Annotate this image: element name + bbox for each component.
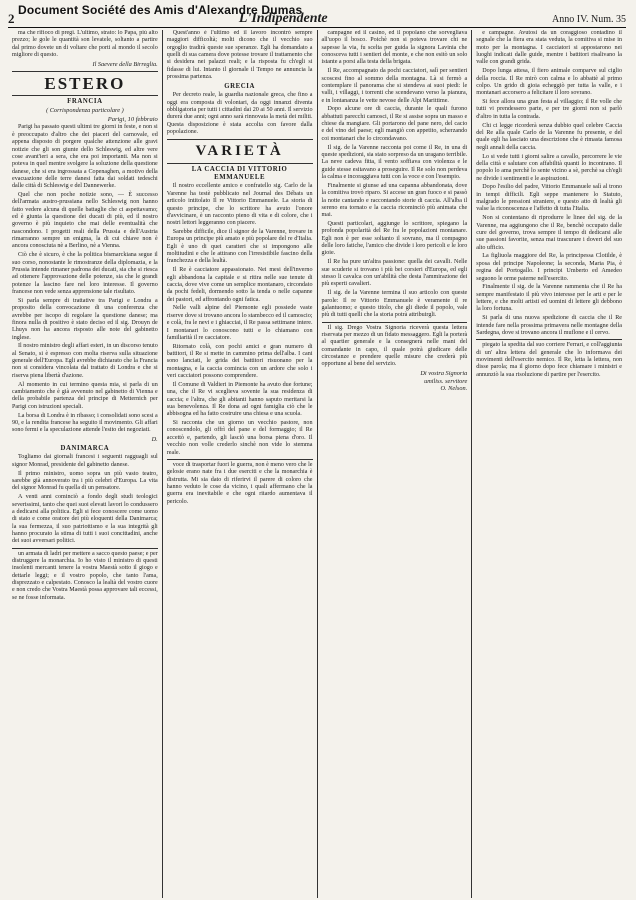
paragraph: Al momento in cui termino questa mia, si parla di un cambiamento che è già avvenuto nel gabinetto di Vienna e della probabile partenza del principe di Metternich per Parigi con istruzioni speciali. [12, 381, 158, 410]
paragraph: un armata di ladri per mettere a sacco questo paese; e per distruggere la monarchia. Io ho visto il ministro di questi insolenti mercanti tenere la vostra Maestà sotto il giogo e dettarle leggi; e il vostro popolo, che tanto l'ama, disprezzato e calpestato. Conosco la lealtà del vostro cuore e non credo che Vostra Maestà possa approvare tali eccessi, se ne fosse informata. [12, 550, 158, 601]
paragraph: Per decreto reale, la guardia nazionale greca, che fino a oggi era composta di volontari, da oggi innanzi diventa obbligatoria per tutti i cittadini dai 20 ai 50 anni. Il servizio durerà due anni; ogni anno sarà rinnovata la metà dei militi. Questa disposizione è stata accolta con favore dalla popolazione. [166, 92, 313, 136]
paragraph: Finalmente il sig. de la Varenne rammenta che il Re ha sempre manifestato il più vivo interesse per le arti e per le lettere, e che molti artisti ed uomini di lettere gli debbono la loro fortuna. [476, 284, 622, 313]
paragraph: Il nostro ministro degli affari esteri, in un discorso tenuto al Senato, si è espresso con molta riserva sulla situazione generale dell'Europa. Egli avrebbe dichiarato che la Francia non si considera vincolata dal trattato di Londra e che si riserva piena libertà d'azione. [12, 343, 158, 379]
issue-number: Anno IV. Num. 35 [552, 13, 626, 25]
paragraph: Il nostro eccellente amico e confratello sig. Carlo de la Varenne ha testè pubblicato nel Journal des Débats un articolo intitolato Il re Vittorio Emmanuele. La storia di questo principe, che lo scrittore ha avuto l'onore d'avvicinare, è un racconto pieno di vita e di colore, che i nostri lettori leggeranno con piacere. [166, 183, 313, 227]
columns [8, 30, 626, 898]
article-title: LA CACCIA DI VITTORIO EMMANUELE [191, 166, 288, 182]
watermark-text: Document Société des Amis d'Alexandre Dumas [18, 3, 303, 17]
paragraph: Lo si vede tutti i giorni salire a cavallo, percorrere le vie della città e salutare con affabilità quanti lo incontrano. Il popolo lo ama perchè lo sente vicino a sè, perchè sa ch'egli ne divide i sentimenti e le aspirazioni. [476, 153, 622, 182]
paragraph: Chi ci legge ricorderà senza dubbio quel celebre Caccia del Re alla quale Carlo de la Varenne fu presente, e del quale egli ha lasciato una descrizione che è rimasta famosa negli annali della caccia. [476, 122, 622, 151]
paragraph: Dopo alcune ore di caccia, durante le quali furono abbattuti parecchi camosci, il Re si assise sopra un masso e chiese da mangiare. Gli portarono del pane nero, del cacio e del vino del paese; egli mangiò con appetito, scherzando coi montanari che lo circondavano. [321, 106, 468, 142]
paragraph: Il Re ha pure un'altra passione: quella dei cavalli. Nelle sue scuderie si trovano i più bei corsieri d'Europa, ed egli stesso li cavalca con un'abilità che desta l'ammirazione dei più esperti cavalieri. [321, 259, 468, 288]
paragraph: Quest'anno è l'ultimo ed il lavoro incontrò sempre maggiori difficoltà; molti dicono che il vecchio suo orgoglio tradirà queste sue speranze. Egli ha domandato a quelli di sua camera dove potesse trovare il trattamento che si desidera nei palazzi reali; e la risposta fu ch'egli si fidasse di lui. Intanto il giornale il Tempo ne annuncia la prossima partenza. [166, 30, 313, 81]
divider [476, 339, 622, 340]
paragraph: Ritornato colà, con pochi amici e gran numero di battitori, il Re si mette in cammino prima dell'alba. I cani sono lanciati, le grida dei battitori risuonano per la montagna, e la caccia comincia con un ardore che solo i veri cacciatori possono comprendere. [166, 343, 313, 380]
paragraph: Si parla sempre di trattative tra Parigi e Londra a proposito della convocazione di una conferenza che avrebbe per iscopo di regolare la questione danese; ma finora nulla di positivo è stato deciso ed il sig. Drouyn de Lhuys non ha ancora risposto alle note del gabinetto inglese. [12, 297, 158, 341]
paragraph: campagne ed il casino, ed il popolano che sorvegliava all'uopo il bosco. Poichè non si poteva trovare chi ne sapesse la via, fu scelta per guida la signora Lavinia che conosceva tutti i sentieri del monte, e che non esitò un solo istante a porsi alla testa della brigata. [321, 30, 468, 66]
signature: Di vostra Signoria umiliss. servitore O. Nelson. [420, 370, 468, 392]
column-4 [472, 30, 626, 898]
signature: Il Saevere della Birreglia. [92, 60, 158, 68]
paragraph: Si parla di una nuova spedizione di caccia che il Re intende fare nella prossima primavera nelle montagne della Sardegna, dove si trovano ancora il muflone e il cervo. [476, 315, 622, 336]
paragraph: Quel che non poche notizie sono, — È successo dell'armata austro-prussiana nello Schleswig non hanno fatto vedere alcuna di quelle battaglie che ci aspettavamo; ed è giunta la questione dei ducati di più, ed il nostro governo è più inquieto che mai delle eventualità che nascondono. I progetti reali della Prussia e dell'Austria rimarranno sempre un enigma, la di cui chiave non è ancora conosciuta nè a Berlino, nè a Vienna. [12, 192, 158, 250]
paragraph: Il Comune di Valdieri in Piemonte ha avuto due fortune; una, che il Re vi sceglieva sovente la sua residenza di caccia; e l'altra, che gli abitanti hanno saputo meritarsi la sua benevolenza. Il Re dona ad ogni famiglia ciò che le abbisogna ed ha fatto costruire una chiesa e una scuola. [166, 381, 313, 418]
paragraph: voce di trasportar fuori le guerra, non è meno vero che le gelosie erano nate fra i due eserciti e che la monarchia è distrutta. Mi sia dato di riferirvi il parere di coloro che hanno veduto le cose da vicino, i quali affermano che la guerra era inevitabile e che ogni ritardo aumentava il pericolo. [166, 461, 313, 505]
paragraph: La borsa di Londra è in ribasso; i consolidati sono scesi a 90, e la rendita francese ha seguito il movimento. Gli affari sono fermi e la speculazione attende l'esito dei negoziati. [12, 412, 158, 434]
section-heading-varieta: VARIETÀ [167, 139, 313, 164]
column-1 [8, 30, 163, 898]
newspaper-name: L'Indipendente [238, 11, 328, 26]
divider [167, 459, 313, 460]
divider [322, 322, 468, 323]
paragraph: Dopo lunga attesa, il fiero animale comparve sul ciglio della roccia. Il Re mirò con calma e lo abbattè al primo colpo. Un grido di gioia echeggiò per tutta la valle, e i montanari accorsero a felicitare il loro sovrano. [476, 68, 622, 97]
signature: D. [151, 436, 158, 444]
paragraph: A venti anni cominciò a fondo degli studi teologici severissimi, tanto che quei suoi elevati lavori lo condussero a dedicarsi alla politica. Egli si fece conoscere come uomo di stato e come oratore dei più eloquenti della Danimarca; la sua fermezza, il suo patriottismo e la sua integrità gli hanno procurato la stima di tutti i suoi concittadini, anche dei suoi avversari politici. [12, 494, 158, 545]
paragraph: Sarebbe difficile, dice il signor de la Varenne, trovare in Europa un principe più amato e più popolare del re d'Italia. Egli è uno di quei caratteri che si impongono alle moltitudini e che le attirano con l'irresistibile fascino della franchezza e della lealtà. [166, 229, 313, 265]
paragraph: piegato la spedita dal suo corriere Ferrari, e coll'aggiunta di un' altra lettera del generale che lo informava dei movimenti dell'esercito nemico. Il Re, letta la lettera, non disse parola; ma il giorno dopo fece chiamare i ministri e annunziò la sua risoluzione di partire per l'esercito. [476, 342, 622, 378]
paragraph: e campagne. Avutosi da un coraggioso contadino il segnale che la fiera era stata veduta, la comitiva si mise in moto per la montagna. I cacciatori si appostarono nei luoghi indicati dalle guide, mentre i battitori risalivano la valle con grandi grida. [476, 30, 622, 66]
column-2 [163, 30, 318, 898]
paragraph: La figliuola maggiore del Re, la principessa Clotilde, è sposa del principe Napoleone; la seconda, Maria Pia, è regina del Portogallo. I principi Umberto ed Amedeo seguono le orme paterne nell'esercito. [476, 253, 622, 282]
paragraph: Questi particolari, aggiunge lo scrittore, spiegano la profonda popolarità del Re fra le popolazioni montanare. Egli non è per esse soltanto il sovrano, ma il compagno delle loro fatiche, l'amico che divide i loro pericoli e le loro gioie. [321, 221, 468, 257]
paragraph: Nelle valli alpine del Piemonte egli possiede vaste riserve dove si trovano ancora lo stambecco ed il camoscio; e colà, fra le nevi e i ghiacciai, il Re passa settimane intere. I montanari lo conoscono tutti e lo chiamano con familiarità il re cacciatore. [166, 305, 313, 341]
paragraph: Il sig. de la Varenne racconta poi come il Re, in una di queste spedizioni, sia stato sorpreso da un uragano terribile. La neve cadeva fitta, il vento soffiava con violenza e le guide stesse esitavano a proseguire. Il Re solo non perdeva la calma e incoraggiava tutti con la voce e con l'esempio. [321, 144, 468, 181]
paragraph: Si fece allora una gran festa al villaggio; il Re volle che tutti vi prendessero parte, e per tre giorni non si parlò d'altro in tutta la contrada. [476, 99, 622, 120]
paragraph: Il sig. Drego Vostra Signoria riceverà questa lettera riservata per mezzo di un fidato messaggero. Egli la porterà al quartier generale e la consegnerà nelle mani del comandante in capo, il quale potrà giudicare delle circostanze e prendere quelle misure che crederà più opportune al bene del servizio. [321, 324, 468, 368]
column-3 [318, 30, 473, 898]
paragraph: Il Re, accompagnato da pochi cacciatori, salì per sentieri scoscesi fino al sommo della montagna. Là si fermò a contemplare il panorama che si stendeva ai suoi piedi: le valli, i villaggi, i torrenti che scendevano verso la pianura, e in lontananza le vette nevose delle Alpi Marittime. [321, 68, 468, 104]
section-heading-estero: ESTERO [12, 71, 158, 96]
paragraph: Il primo ministro, uomo sopra un più vasto teatro, sarebbe già annoverato tra i più celebri d'Europa. La vita del signor Monrad fu quella di un pensatore. [12, 470, 158, 492]
divider [12, 548, 158, 549]
subsection-francia: FRANCIA [67, 98, 103, 106]
paragraph: Togliamo dai giornali francesi i seguenti ragguagli sul signor Monrad, presidente del gabinetto danese. [12, 454, 158, 468]
paragraph: Ciò che è sicuro, è che la politica bismarckiana segue il suo corso, nonostante le rimostranze della diplomazia, e la Prussia intende rimaner padrona dei ducati, sia che si riesca ad ottenere l'approvazione delle potenze, sia che le grandi potenze la lascino fare nel loro interesse. Il governo francese non vede senza apprensione tale risultato. [12, 252, 158, 296]
paragraph: Si racconta che un giorno un vecchio pastore, non conoscendolo, gli offrì del pane e del formaggio; il Re accettò e, partendo, gli lasciò una borsa piena d'oro. Il vecchio non volle crederlo sinchè non vide lo stemma reale. [166, 420, 313, 456]
paragraph: ma che rifioco di pregi. L'ultimo, strato: lo Papa, più alto prezzo; le gole le quantità son levatele, soltanto a partire dal primo dovete un di voltare che porti al mondo il secolo migliore di questo. [12, 30, 158, 59]
paragraph: Il sig. de la Varenne termina il suo articolo con queste parole: Il re Vittorio Emmanuele è veramente il re galantuomo; e questo titolo, che gli diede il popolo, vale più di tutti quelli che la storia potrà attribuirgli. [321, 290, 468, 319]
page-number: 2 [8, 11, 15, 26]
dateline: Parigi, 10 febbraio [107, 115, 158, 123]
subsection-grecia: GRECIA [224, 83, 256, 91]
paragraph: Parigi ha passato questi ultimi tre giorni in feste, e non si è preoccupato d'altro che dei piaceri del carnovale, ed appena disposto di porgere qualche attenzione alle gravi notizie che gli son giunte dello Schleswig, ed altre vere cose avant'ieri a sera, che era poi importanti. Ma non si poteva in quel mentre svolgere la soluzione della questione danese, che si era ingrossata a Copenaghen, a motivo della evacuazione delle terre danesi fatta dai soldati tedeschi dalle città di Schleswig e del Dannewerke. [12, 124, 158, 190]
paragraph: Finalmente si giunse ad una capanna abbandonata, dove la comitiva trovò riparo. Si accese un gran fuoco e si passò la notte cantando e raccontando storie di caccia. All'alba il sereno era tornato e la caccia ricominciò più animata che mai. [321, 182, 468, 219]
paragraph: Il Re è cacciatore appassionato. Nei mesi dell'inverno egli abbandona la capitale e si ritira nelle sue tenute di caccia, dove vive come un semplice montanaro, circondato da pochi fedeli, dormendo sotto la tenda o nelle capanne dei pastori, ed affrontando ogni fatica. [166, 267, 313, 303]
subsection-danimarca: DANIMARCA [60, 445, 110, 453]
correspondence-note: ( Corrispondenza particolare ) [46, 107, 124, 115]
paragraph: Dopo l'esilio del padre, Vittorio Emmanuele salì al trono in tempi difficili. Egli seppe mantenere lo Statuto, malgrado le pressioni straniere, e questo atto di lealtà gli valse la riconoscenza e l'affetto di tutta l'Italia. [476, 184, 622, 213]
paragraph: Non si contentano di riprodurre le linee del sig. de la Varenne, ma aggiungono che il Re, benchè occupato dalle cure del governo, trova sempre il tempo di dedicarsi alle sue passioni favorite, senza mai trascurare i doveri del suo alto ufficio. [476, 215, 622, 251]
